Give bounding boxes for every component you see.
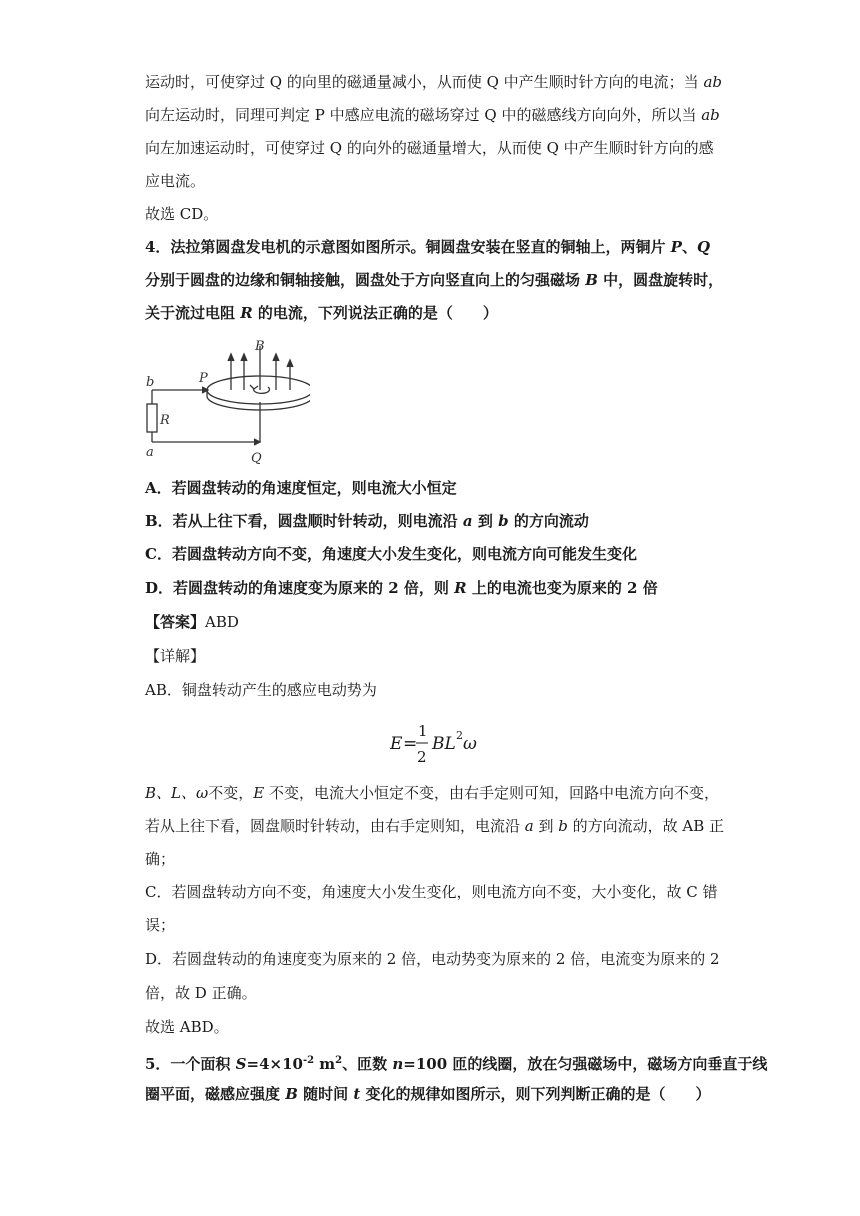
text-span: 的电流，下列说法正确的是（ ）: [252, 304, 498, 322]
text-span: 倍，故 D 正确。: [145, 984, 257, 1002]
option-d: [145, 577, 658, 599]
text-span: =100 匝的线圈，放在匀强磁场中，磁场方向垂直于线: [403, 1055, 768, 1073]
detail-label: [145, 645, 205, 667]
explanation-line: [145, 815, 724, 837]
text-span: 确；: [145, 850, 176, 868]
text-span: =4×10: [246, 1055, 303, 1073]
field-arrow-head: [273, 354, 279, 361]
explanation-line: [145, 982, 257, 1004]
option-a: [145, 477, 457, 499]
field-arrow-head: [241, 354, 247, 361]
disk-top: [207, 376, 310, 404]
explanation-line: [145, 914, 175, 936]
label-b-field: B: [255, 339, 265, 354]
text-span: 、: [681, 238, 697, 256]
superscript: -2: [302, 1055, 315, 1066]
text-line: [145, 104, 720, 126]
explanation-line: [145, 881, 718, 903]
answer-line: [145, 203, 218, 225]
field-arrow-head: [228, 354, 234, 361]
question-stem: [145, 1083, 711, 1105]
text-span: C．若圆盘转动方向不变，角速度大小发生变化，则电流方向不变，大小变化，故 C 错: [145, 883, 718, 901]
text-line: [145, 71, 722, 93]
var-ab: ab: [703, 73, 722, 91]
text-span: D．若圆盘转动的角速度变为原来的 2 倍，则: [145, 579, 455, 597]
answer-label: 【答案】: [145, 613, 206, 631]
text-span: 分别于圆盘的边缘和铜轴接触，圆盘处于方向竖直向上的匀强磁场: [145, 271, 586, 289]
text-span: 到: [472, 512, 499, 530]
text-span: 若从上往下看，圆盘顺时针转动，由右手定则知，电流沿: [145, 817, 525, 835]
question-stem: [145, 1050, 767, 1075]
text-span: 圈平面，磁感应强度: [145, 1085, 286, 1103]
text-span: 的方向流动: [508, 512, 589, 530]
text-span: 上的电流也变为原来的 2 倍: [466, 579, 658, 597]
text-span: 4．法拉第圆盘发电机的示意图如图所示。铜圆盘安装在竖直的铜轴上，两铜片: [145, 238, 671, 256]
var-t: t: [353, 1085, 361, 1103]
var-e: E: [253, 784, 265, 802]
text-span: 随时间: [297, 1085, 354, 1103]
question-stem: [145, 236, 710, 258]
question-stem: [145, 269, 723, 291]
text-span: 向左运动时，同理可判定 P 中感应电流的磁场穿过 Q 中的磁感线方向向外，所以当: [145, 106, 702, 124]
resistor: [147, 404, 157, 432]
text-span: D．若圆盘转动的角速度变为原来的 2 倍，电动势变为原来的 2 倍，电流变为原来的 2: [145, 950, 720, 968]
explanation-line: [145, 679, 377, 701]
answer-value: ABD: [205, 613, 239, 631]
label-p: P: [199, 371, 208, 386]
text-span: 5．一个面积: [145, 1055, 236, 1073]
var-r: R: [240, 304, 253, 322]
text-span: 误；: [145, 916, 176, 934]
var-s: S: [235, 1055, 247, 1073]
label-b-point: b: [146, 375, 155, 390]
text-span: 、匝数: [342, 1055, 393, 1073]
text-span: C．若圆盘转动方向不变，角速度大小发生变化，则电流方向可能发生变化: [145, 545, 637, 563]
formula-e: E: [390, 734, 403, 754]
answer-line: [145, 1016, 229, 1038]
text-span: m: [314, 1055, 336, 1073]
text-span: 故选 ABD。: [145, 1018, 229, 1036]
text-span: 故选 CD。: [145, 205, 219, 223]
text-span: 变化的规律如图所示，则下列判断正确的是（ ）: [360, 1085, 711, 1103]
formula-num: 1: [418, 722, 428, 740]
text-line: [145, 170, 205, 192]
explanation-line: [145, 948, 720, 970]
text-span: AB．铜盘转动产生的感应电动势为: [145, 681, 377, 699]
text-span: B．若从上往下看，圆盘顺时针转动，则电流沿: [145, 512, 463, 530]
text-span: 运动时，可使穿过 Q 的向里的磁通量减小，从而使 Q 中产生顺时针方向的电流；当: [145, 73, 704, 91]
var-a: a: [462, 512, 473, 530]
wire-arrow: [254, 439, 260, 445]
question-stem: [145, 302, 498, 324]
formula-exp: 2: [456, 729, 463, 742]
text-span: A．若圆盘转动的角速度恒定，则电流大小恒定: [145, 479, 457, 497]
answer-line: [145, 611, 239, 633]
faraday-disk-figure: [140, 338, 310, 466]
formula-bl: BL: [432, 734, 456, 754]
var-n: n: [392, 1055, 404, 1073]
explanation-line: [145, 848, 175, 870]
var-b: b: [558, 817, 568, 835]
var-q: Q: [696, 238, 711, 256]
label-a-point: a: [146, 445, 154, 460]
var-b: b: [498, 512, 509, 530]
text-line: [145, 137, 714, 159]
text-span: 关于流过电阻: [145, 304, 241, 322]
label-q: Q: [251, 451, 262, 466]
option-b: [145, 510, 589, 532]
label-r: R: [160, 413, 170, 428]
text-span: 向左加速运动时，可使穿过 Q 的向外的磁通量增大，从而使 Q 中产生顺时针方向的感: [145, 139, 714, 157]
text-span: 不变，电流大小恒定不变，由右手定则可知，回路中电流方向不变，: [264, 784, 719, 802]
option-c: [145, 543, 637, 565]
var-ab: ab: [701, 106, 720, 124]
field-arrow-head: [287, 360, 293, 367]
superscript: 2: [335, 1055, 343, 1066]
var-list: B、L、ω: [145, 784, 209, 802]
var-p: P: [670, 238, 682, 256]
text-span: 应电流。: [145, 172, 206, 190]
text-span: 【详解】: [145, 647, 206, 665]
explanation-line: [145, 782, 719, 804]
formula-omega: ω: [463, 734, 477, 754]
formula-eq: =: [403, 734, 418, 754]
emf-formula: [390, 716, 510, 772]
formula-den: 2: [417, 748, 427, 766]
text-span: 的方向流动，故 AB 正: [567, 817, 725, 835]
var-r: R: [454, 579, 467, 597]
var-b: B: [585, 271, 598, 289]
var-a: a: [524, 817, 534, 835]
var-b: B: [285, 1085, 298, 1103]
text-span: 中，圆盘旋转时，: [597, 271, 724, 289]
text-span: 不变，: [208, 784, 254, 802]
text-span: 到: [533, 817, 559, 835]
